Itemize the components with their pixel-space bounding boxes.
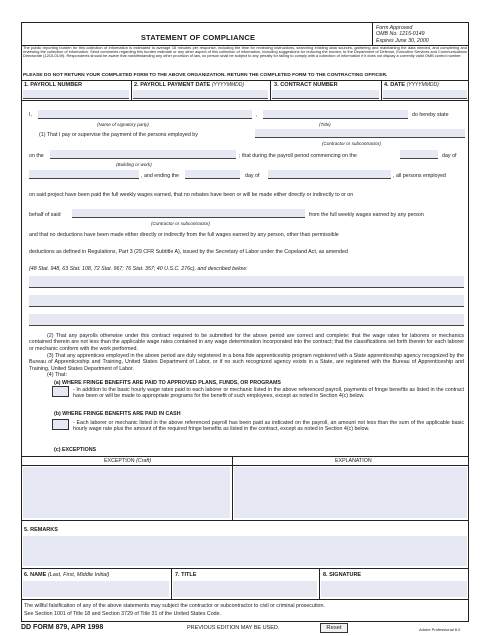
omb-number: OMB No. 1215-0149 xyxy=(376,31,425,38)
date-format: (YYYYMMDD) xyxy=(406,82,439,88)
contract-number-field[interactable] xyxy=(272,90,379,99)
behalf-of-contractor-field[interactable] xyxy=(72,209,305,218)
name-caption: (Name of signatory party) xyxy=(97,122,149,127)
contract-number-label: 3. CONTRACT NUMBER xyxy=(274,82,338,88)
description-line-2[interactable] xyxy=(29,295,464,307)
previous-edition-note: PREVIOUS EDITION MAY BE USED. xyxy=(187,625,280,631)
fringe-cash-text: - Each laborer or mechanic listed in the above referenced payroll has been paid as indicated on the payroll, an amount not less than the sum of the applicable basic hourly wage rate plus the amount of the required fringe benefits as listed in the contract, except as noted in Section 4(c) below. xyxy=(73,420,464,433)
description-line-1[interactable] xyxy=(29,276,464,288)
remarks-field[interactable] xyxy=(23,536,467,566)
legal-reference: See Section 1001 of Title 18 and Section 3729 of Title 31 of the United States Code. xyxy=(24,611,222,617)
and-ending-text: , and ending the xyxy=(141,173,179,179)
fringe-cash-checkbox[interactable] xyxy=(52,419,69,430)
date-text: 4. DATE xyxy=(384,82,406,88)
falsification-warning: The willful falsification of any of the above statements may subject the contractor or subcontractor to civil or criminal prosecution. xyxy=(24,603,325,609)
burden-statement: The public reporting burden for this collection of information is estimated to average 16 minutes per response, including the time for reviewing instructions, searching existing data sources, gathering and maintaining the data needed, and completing and reviewing the collection of information. Send comments regarding this burden estimate or any other aspect of this collection of information, including suggestions for reducing the burden, to the Department of Defense, Executive Services and Communications Directorate (1215-0149). Respondents should be aware that notwithstanding any other provision of law, no person shall be subject to any penalty for failing to comply with a collection of information if it does not display a currently valid OMB control number. xyxy=(23,45,467,59)
payroll-number-field[interactable] xyxy=(23,90,129,99)
return-warning: PLEASE DO NOT RETURN YOUR COMPLETED FORM TO THE ABOVE ORGANIZATION. RETURN THE COMPLETED FORM TO THE CONTRACTING OFFICER. xyxy=(23,73,388,78)
name-label xyxy=(24,572,109,578)
no-deductions-text: and that no deductions have been made either directly or indirectly from the full wages earned by any person, other than permissible xyxy=(29,232,339,238)
adobe-version-note: Adobe Professional 8.0 xyxy=(419,627,461,632)
exception-craft-label: (Craft) xyxy=(136,458,152,464)
blocks-top-rule xyxy=(21,80,469,81)
exceptions-bottom-rule xyxy=(21,520,469,521)
fringe-plans-text: - In addition to the basic hourly wage rates paid to each laborer or mechanic listed in the above referenced payroll, payments of fringe benefits as listed in the contract have been or will be made to appropriate programs for the benefit of such employees, except as noted in Section 4(c) below. xyxy=(73,387,464,400)
header-divider xyxy=(372,22,373,45)
expiration-date: Expires June 30, 2000 xyxy=(376,37,429,44)
block-divider-1 xyxy=(131,80,132,100)
deductions-defined-text: deductions as defined in Regulations, Part 3 (29 CFR Subtitle A), issued by the Secretary of Labor under the Copeland Act, as amended xyxy=(29,249,348,255)
signature-field[interactable] xyxy=(321,581,467,597)
exceptions-top-rule xyxy=(21,456,469,457)
paragraph-3: (3) That any apprentices employed in the above period are duly registered in a bona fide apprenticeship program registered with a State apprenticeship agency recognized by the Bureau of Apprenticeship and Training, United States Department of Labor, or if no such recognized agency exists in a State, are registered with the Bureau of Apprenticeship and Training, United States Department of Labor. xyxy=(29,353,464,372)
payroll-number-label: 1. PAYROLL NUMBER xyxy=(24,82,83,88)
block-divider-2 xyxy=(270,80,271,100)
day-of-label: day of xyxy=(442,153,457,159)
name-label-text: 6. NAME xyxy=(24,572,47,578)
paragraph-1-intro: (1) That I pay or supervise the payment of the persons employed by xyxy=(39,132,198,138)
date-label xyxy=(384,82,439,88)
contractor-caption: (Contractor or subcontractor) xyxy=(322,141,381,146)
explanation-field[interactable] xyxy=(234,467,467,518)
payroll-payment-date-label xyxy=(134,82,244,88)
signatory-title-field[interactable] xyxy=(263,110,408,119)
exceptions-header-rule xyxy=(21,465,469,466)
omb-approval-block xyxy=(376,25,429,44)
i-label: I, xyxy=(29,112,32,118)
title-field[interactable] xyxy=(173,581,317,597)
signature-bottom-rule xyxy=(21,599,469,600)
reset-button[interactable]: Reset xyxy=(320,623,348,633)
exception-label: EXCEPTION xyxy=(104,458,135,464)
behalf-of-label: behalf of said xyxy=(29,212,61,218)
on-said-project-text: on said project have been paid the full weekly wages earned, that no rebates have been or will be made either directly or indirectly to or on xyxy=(29,192,354,198)
all-persons-text: , all persons employed xyxy=(393,173,446,179)
period-start-day-field[interactable] xyxy=(400,150,438,159)
exception-craft-field[interactable] xyxy=(23,467,230,518)
period-end-month-year-field[interactable] xyxy=(268,170,391,179)
paragraph-4-intro: (4) That: xyxy=(47,372,67,378)
explanation-column-header: EXPLANATION xyxy=(335,458,372,464)
statute-citation: (48 Stat. 948, 63 Stat. 108, 72 Stat. 967; 76 Stat. 357; 40 U.S.C. 276c), and described below: xyxy=(29,266,248,272)
payroll-period-text: ; that during the payroll period commencing on the xyxy=(239,153,357,159)
description-line-3[interactable] xyxy=(29,314,464,326)
building-caption: (Building or work) xyxy=(116,162,152,167)
form-identifier: DD FORM 879, APR 1998 xyxy=(21,624,104,631)
blocks-bottom-rule xyxy=(21,100,469,101)
do-hereby-state: do hereby state xyxy=(412,112,449,118)
form-title: STATEMENT OF COMPLIANCE xyxy=(140,33,256,42)
exception-column-header xyxy=(104,458,151,464)
contractor-caption-2: (Contractor or subcontractor) xyxy=(151,221,210,226)
fringe-plans-heading: (a) WHERE FRINGE BENEFITS ARE PAID TO APPROVED PLANS, FUNDS, OR PROGRAMS xyxy=(54,380,281,386)
payroll-payment-date-text: 2. PAYROLL PAYMENT DATE xyxy=(134,82,211,88)
form-approved-label: Form Approved xyxy=(376,25,413,31)
on-the-label: on the xyxy=(29,153,44,159)
from-full-wages-text: from the full weekly wages earned by any person xyxy=(309,212,424,218)
signature-label: 8. SIGNATURE xyxy=(323,572,362,578)
signature-divider-1 xyxy=(171,568,172,599)
block-divider-3 xyxy=(381,80,382,100)
title-label: 7. TITLE xyxy=(175,572,197,578)
remarks-bottom-rule xyxy=(21,568,469,569)
payroll-payment-date-format: (YYYYMMDD) xyxy=(211,82,245,88)
period-end-day-field[interactable] xyxy=(185,170,240,179)
exceptions-heading: (c) EXCEPTIONS xyxy=(54,447,97,453)
comma-text: , xyxy=(256,112,258,118)
period-start-month-year-field[interactable] xyxy=(29,170,139,179)
payroll-payment-date-field[interactable] xyxy=(133,90,268,99)
paragraph-2: (2) That any payrolls otherwise under this contract required to be submitted for the above period are correct and complete; that the wage rates for laborers or mechanics contained therein are not less than the applicable wage rates contained in any wage determination incorporated into the contract; that the classifications set forth therein for each laborer or mechanic conform with the work performed. xyxy=(29,333,464,352)
date-field[interactable] xyxy=(383,90,467,99)
employer-field[interactable] xyxy=(255,129,465,138)
signatory-name-field[interactable] xyxy=(38,110,252,119)
name-field[interactable] xyxy=(23,581,169,597)
day-of-label-2: day of xyxy=(245,173,260,179)
fringe-plans-checkbox[interactable] xyxy=(52,386,69,397)
fringe-cash-heading: (b) WHERE FRINGE BENEFITS ARE PAID IN CASH xyxy=(54,411,181,417)
building-work-field[interactable] xyxy=(50,150,236,159)
signature-divider-2 xyxy=(319,568,320,599)
remarks-label: 5. REMARKS xyxy=(24,527,58,533)
name-format: (Last, First, Middle Initial) xyxy=(47,572,110,578)
title-caption: (Title) xyxy=(319,122,331,127)
